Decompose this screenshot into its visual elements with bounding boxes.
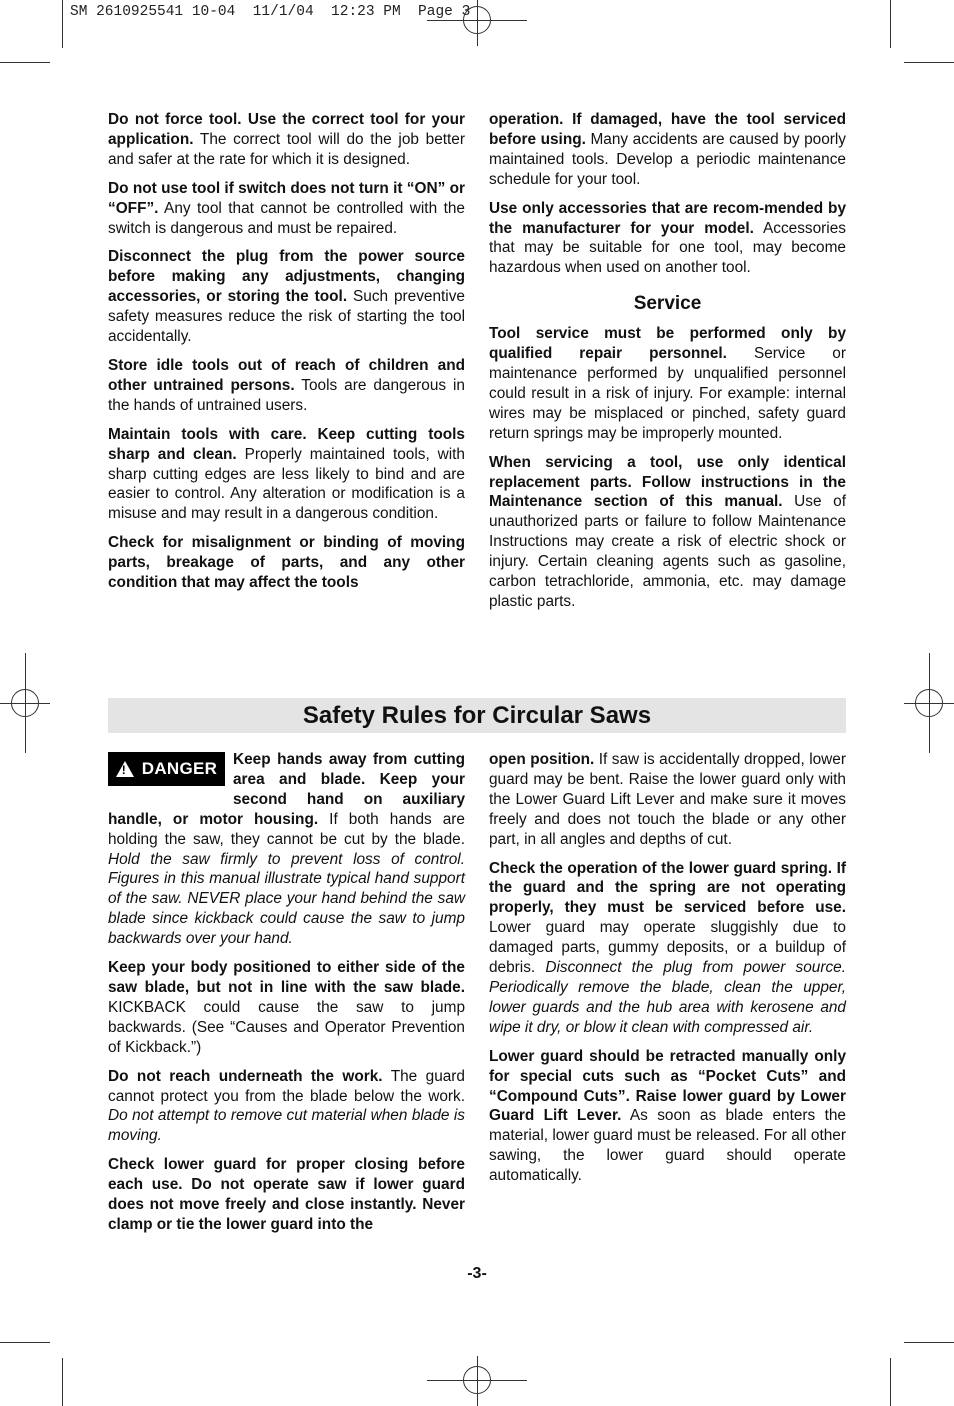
warning-triangle-icon: ! bbox=[116, 761, 134, 777]
crop-mark-bottom-left-v bbox=[62, 1358, 63, 1406]
crop-mark-top-right-h bbox=[904, 62, 954, 63]
print-slug: SM 2610925541 10-04 11/1/04 12:23 PM Page 3 bbox=[70, 4, 471, 20]
paragraph-tool-service: Tool service must be performed only by qualified repair personnel. Service or maintenance performed by unqualified personnel could result in a risk of injury. For example: internal wires may be misplaced or pinched, safety guard return springs may be improperly mounted. bbox=[489, 325, 846, 442]
crop-mark-top-left-v bbox=[62, 0, 63, 48]
paragraph-guard-spring: Check the operation of the lower guard spring. If the guard and the spring are not operating properly, they must be serviced before use. Lower guard may operate sluggishly due to damaged parts, gummy deposits, or a buildup of debris. Disconnect the plug from power source. Periodically remove the blade, clean the upper, lower guards and the hub area with kerosene and wipe it dry, or blow it clean with compressed air. bbox=[489, 859, 846, 1036]
paragraph-force-tool: Do not force tool. Use the correct tool for your application. The correct tool will do the job better and safer at the rate for which it is designed. bbox=[108, 111, 465, 168]
bottom-right-column bbox=[489, 750, 846, 1195]
paragraph-accessories: Use only accessories that are recom-mended by the manufacturer for your model. Accessories that may be suitable for one tool, may become hazardous when used on another tool. bbox=[489, 199, 846, 277]
danger-label: ! DANGER bbox=[108, 752, 225, 786]
paragraph-operation: operation. If damaged, have the tool serviced before using. Many accidents are caused by poorly maintained tools. Develop a periodic maintenance schedule for your tool. bbox=[489, 111, 846, 188]
paragraph-misalignment: Check for misalignment or binding of moving parts, breakage of parts, and any other condition that may affect the tools bbox=[108, 534, 465, 592]
top-right-column bbox=[489, 110, 846, 621]
paragraph-open-position: open position. If saw is accidentally dropped, lower guard may be bent. Raise the lower guard only with the Lower Guard Lift Lever and make sure it moves freely and does not touch the blade or any other part, in all angles and depths of cut. bbox=[489, 751, 846, 848]
paragraph-switch: Do not use tool if switch does not turn it “ON” or “OFF”. Any tool that cannot be controlled with the switch is dangerous and must be repaired. bbox=[108, 179, 465, 237]
crop-mark-bottom-right-h bbox=[904, 1342, 954, 1343]
paragraph-replacement-parts: When servicing a tool, use only identical replacement parts. Follow instructions in the Maintenance section of this manual. Use of unauthorized parts or failure to follow Maintenance Instructions may create a risk of electric shock or injury. Certain cleaning agents such as gasoline, carbon tetrachloride, ammonia, etc. may damage plastic parts. bbox=[489, 453, 846, 610]
page-number: -3- bbox=[467, 1265, 487, 1282]
paragraph-retracted-manually: Lower guard should be retracted manually only for special cuts such as “Pocket Cuts” and “Compound Cuts”. Raise lower guard by Lower Guard Lift Lever. As soon as blade enters the material, lower guard must be released. For all other sawing, the lower guard should operate automatically. bbox=[489, 1047, 846, 1185]
paragraph-reach-underneath: Do not reach underneath the work. The guard cannot protect you from the blade below the work. Do not attempt to remove cut material when blade is moving. bbox=[108, 1067, 465, 1145]
service-heading: Service bbox=[633, 293, 702, 315]
section-title-banner: Safety Rules for Circular Saws bbox=[108, 698, 846, 733]
paragraph-disconnect-plug: Disconnect the plug from the power source before making any adjustments, changing accessories, or storing the tool. Such preventive safety measures reduce the risk of starting the tool accidentally. bbox=[108, 248, 465, 346]
paragraph-keep-hands-away: ! DANGER Keep hands away from cutting area and blade. Keep your second hand on auxiliary handle, or motor housing. If both hands are holding the saw, they cannot be cut by the blade. Hold the saw firmly to prevent loss of control. Figures in this manual illustrate typical hand support of the saw. NEVER place your hand behind the saw blade since kickback could cause the saw to jump backwards over your hand. bbox=[108, 751, 465, 948]
paragraph-maintain-tools: Maintain tools with care. Keep cutting tools sharp and clean. Properly maintained tools, with sharp cutting edges are less likely to bind and are easier to control. Any alteration or modification is a misuse and may result in a dangerous condition. bbox=[108, 425, 465, 523]
crop-mark-top-right-v bbox=[890, 0, 891, 48]
paragraph-check-lower-guard: Check lower guard for proper closing before each use. Do not operate saw if lower guard does not move freely and close instantly. Never clamp or tie the lower guard into the bbox=[108, 1156, 465, 1233]
crop-mark-top-left-h bbox=[0, 62, 50, 63]
top-left-column bbox=[108, 110, 465, 602]
crop-mark-bottom-left-h bbox=[0, 1342, 50, 1343]
bottom-left-column bbox=[108, 750, 465, 1244]
crop-mark-bottom-right-v bbox=[890, 1358, 891, 1406]
paragraph-store-idle: Store idle tools out of reach of children and other untrained persons. Tools are dangerous in the hands of untrained users. bbox=[108, 356, 465, 414]
paragraph-body-position: Keep your body positioned to either side of the saw blade, but not in line with the saw blade. KICKBACK could cause the saw to jump backwards. (See “Causes and Operator Prevention of Kickback.”) bbox=[108, 959, 465, 1056]
